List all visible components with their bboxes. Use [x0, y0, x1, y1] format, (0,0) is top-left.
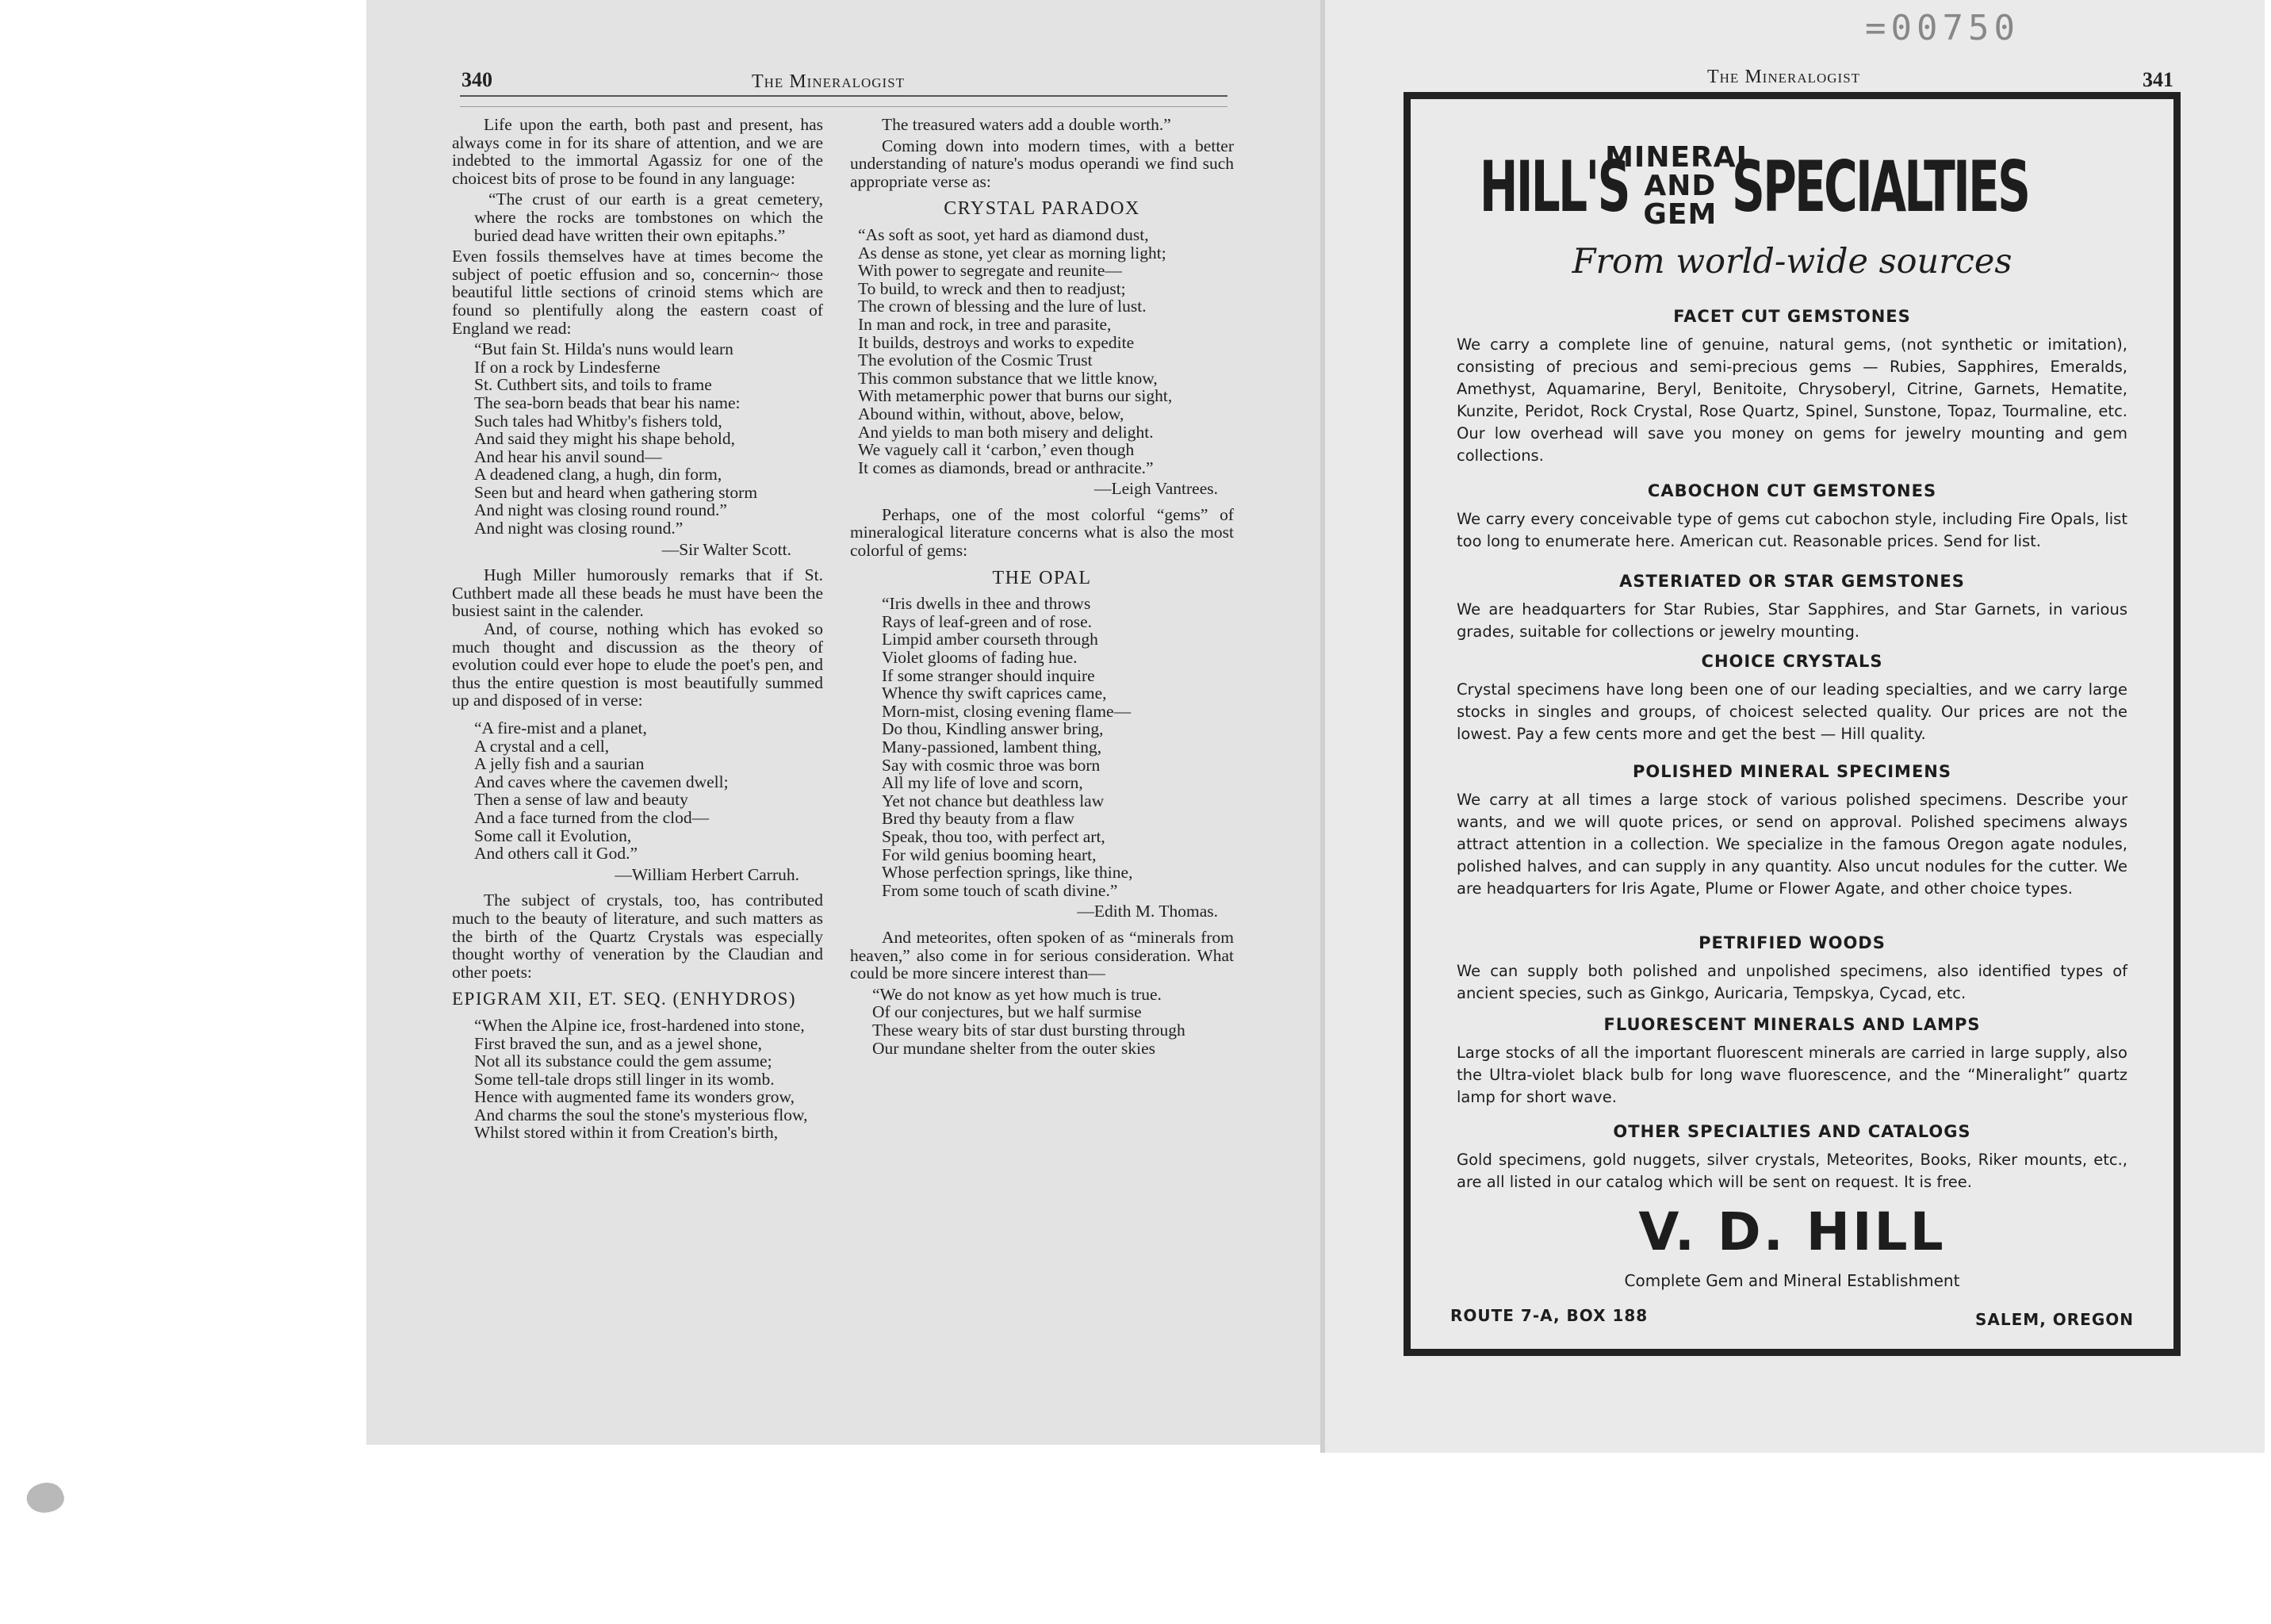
paragraph: The subject of crystals, too, has contributed much to the beauty of literature, and such matters as the birth of the Quartz Crystals was especially thought worthy of veneration by the Claudian and other poets:	[452, 891, 823, 982]
page-number-left: 340	[461, 68, 492, 91]
quote: “The crust of our earth is a great cemetery, where the rocks are tombstones on which the buried dead have written their own epitaphs.”	[474, 190, 823, 245]
ad-section-body: We carry every conceivable type of gems cut cabochon style, including Fire Opals, list too long to enumerate here. American cut. Reasonable prices. Send for list.	[1457, 510, 2127, 550]
address-city: SALEM, OREGON	[1975, 1310, 2134, 1329]
left-page	[366, 0, 1323, 1445]
paragraph: And meteorites, often spoken of as “minerals from heaven,” also come in for serious consideration. What could be more sincere interest than—	[850, 927, 1234, 983]
section-heading: EPIGRAM XII, ET. SEQ. (ENHYDROS)	[452, 989, 797, 1009]
running-head-right: The Mineralogist	[1707, 67, 1861, 87]
company-name: V. D. HILL	[1638, 1201, 1946, 1262]
paragraph: Coming down into modern times, with a better understanding of nature's modus operandi we find such appropriate verse as:	[850, 136, 1234, 191]
ad-section	[1457, 1122, 2127, 1193]
section-heading: CRYSTAL PARADOX	[944, 198, 1140, 220]
ad-section-heading: CHOICE CRYSTALS	[1701, 652, 1883, 671]
ad-title-mid-2: AND GEM	[1643, 170, 1718, 231]
advertisement	[1404, 92, 2181, 1356]
ad-section	[1457, 762, 2127, 900]
paragraph: Life upon the earth, both past and present, has always come in for its share of attention, and we are indebted to the immortal Agassiz for one of the choicest bits of prose to be found in any language:	[452, 115, 823, 188]
paragraph: And, of course, nothing which has evoked so much thought and discussion as the theory of evolution could ever hope to elude the poet's pen, and thus the entire question is most beautifully summed up and disposed of in verse:	[452, 619, 823, 710]
ad-section-heading: POLISHED MINERAL SPECIMENS	[1632, 762, 1951, 781]
ad-section-body: We carry at all times a large stock of various polished specimens. Describe your wants, and we will quote prices, or send on approval. Polished specimens always attract attention in a collection. We specialize in the famous Oregon agate nodules, polished halves, and can supply in any quantity. Also uncut nodules for the cutter. We are headquarters for Iris Agate, Plume or Flower Agate, and other choice types.	[1457, 791, 2127, 898]
ad-section-heading: FLUORESCENT MINERALS AND LAMPS	[1603, 1015, 1981, 1034]
ad-title-mid-1: MINERAL	[1605, 141, 1756, 174]
page-number-right: 341	[2143, 68, 2173, 91]
ad-section-body: We are headquarters for Star Rubies, Star Sapphires, and Star Garnets, in various grades, suitable for collections or jewelry mounting.	[1457, 600, 2127, 641]
ad-section-body: Large stocks of all the important fluorescent minerals are carried in large supply, also the Ultra-violet black bulb for long wave fluorescence, and the “Mineralight” quartz lamp for short wave.	[1457, 1044, 2127, 1106]
ad-section	[1457, 481, 2127, 553]
ad-section-body: Crystal specimens have long been one of our leading specialties, and we carry large stocks in singles and groups, of choicest selected quality. Our prices are not the lowest. Pay a few cents more and get the best — Hill quality.	[1457, 680, 2127, 743]
verse-enhydros: “When the Alpine ice, frost-hardened into stone, First braved the sun, and as a jewel shone, Not all its substance could the gem assume; Some tell-tale drops still linger in its womb. Hence with augmented fame its wonders grow, And charms the soul the stone's mysterious flow, Whilst stored within it from Creation's birth,	[474, 1015, 808, 1143]
attribution: —Leigh Vantrees.	[1093, 479, 1218, 499]
verse-scott: “But fain St. Hilda's nuns would learn If on a rock by Lindesferne St. Cuthbert sits, and toils to frame The sea-born beads that bear his name: Such tales had Whitby's fishers told, And said they might his shape behold, And hear his anvil sound— A deadened clang, a hugh, din form, Seen but and heard when gathering storm And night was closing round round.” And night was closing round.”	[474, 339, 758, 538]
attribution: —William Herbert Carruh.	[615, 864, 799, 884]
ad-section	[1457, 572, 2127, 643]
section-heading: THE OPAL	[992, 567, 1092, 588]
running-head-left: The Mineralogist	[752, 71, 906, 92]
verse-paradox: “As soft as soot, yet hard as diamond dust, As dense as stone, yet clear as morning light; With power to segregate and reunite— To build, to wreck and then to readjust; The crown of blessing and the lure of lust. In man and rock, in tree and parasite, It builds, destroys and works to expedite The evolution of the Cosmic Trust This common substance that we little know, With metamerphic power that burns our sight, Abound within, without, above, below, And yields to man both misery and delight. We vaguely call it ‘carbon,’ even though It comes as diamonds, bread or anthracite.”	[858, 224, 1173, 477]
ad-section-body: We carry a complete line of genuine, natural gems, (not synthetic or imitation), consisting of precious and semi-precious gems — Rubies, Sapphires, Emeralds, Amethyst, Aquamarine, Beryl, Benitoite, Chrysoberyl, Citrine, Garnets, Hematite, Kunzite, Peridot, Rock Crystal, Rose Quartz, Spinel, Sunstone, Topaz, Tourmaline, etc. Our low overhead will save you money on gems for jewelry mounting and gem collections.	[1457, 335, 2127, 465]
ad-section	[1457, 652, 2127, 745]
ad-section-heading: PETRIFIED WOODS	[1698, 933, 1886, 952]
left-column-2	[850, 116, 1234, 1060]
archive-stamp: =00750	[1865, 8, 2020, 48]
paragraph: Hugh Miller humorously remarks that if St. Cuthbert made all these beads he must have been the busiest saint in the calender.	[452, 565, 823, 621]
ad-section-body: We can supply both polished and unpolished specimens, also identified types of ancient species, such as Ginkgo, Auricaria, Tempskya, Cycad, etc.	[1457, 962, 2127, 1002]
attribution: —Sir Walter Scott.	[661, 539, 791, 559]
paragraph: Even fossils themselves have at times become the subject of poetic effusion and so, concernin~ those beautiful little sections of crinoid stems which are found so plentifully along the eastern coast of England we read:	[452, 247, 823, 338]
verse-carruth: “A fire-mist and a planet, A crystal and a cell, A jelly fish and a saurian And caves where the cavemen dwell; Then a sense of law and beauty And a face turned from the clod— Some call it Evolution, And others call it God.”	[474, 718, 729, 864]
ad-title	[1457, 141, 2127, 231]
header-rule-left	[460, 95, 1227, 97]
verse-meteorites: “We do not know as yet how much is true. Of our conjectures, but we half surmise These weary bits of star dust bursting through Our mundane shelter from the outer skies	[872, 984, 1185, 1058]
attribution: —Edith M. Thomas.	[1077, 902, 1218, 921]
header-rule-left-thin	[460, 106, 1227, 107]
address-street: ROUTE 7-A, BOX 188	[1450, 1306, 1649, 1325]
ad-section-heading: OTHER SPECIALTIES AND CATALOGS	[1613, 1122, 1971, 1141]
ad-section	[1457, 933, 2127, 1005]
verse-opal: “Iris dwells in thee and throws Rays of leaf-green and of rose. Limpid amber courseth through Violet glooms of fading hue. If some stranger should inquire Whence thy swift caprices came, Morn-mist, closing evening flame— Do thou, Kindling answer bring, Many-passioned, lambent thing, Say with cosmic throe was born All my life of love and scorn, Yet not chance but deathless law Bred thy beauty from a flaw Speak, thou too, with perfect art, For wild genius booming heart, Whose perfection springs, like thine, From some touch of scath divine.”	[882, 594, 1133, 900]
left-column-1	[452, 116, 823, 1145]
ad-section-heading: CABOCHON CUT GEMSTONES	[1647, 481, 1937, 500]
ad-section-body: Gold specimens, gold nuggets, silver crystals, Meteorites, Books, Riker mounts, etc., are all listed in our catalog which will be sent on request. It is free.	[1457, 1151, 2127, 1191]
ad-section-heading: FACET CUT GEMSTONES	[1673, 307, 1911, 326]
ad-title-right: SPECIALTIES	[1731, 145, 2028, 228]
ad-section	[1457, 307, 2127, 467]
scan-smudge	[23, 1477, 67, 1518]
ad-title-left: HILL'S	[1480, 145, 1630, 228]
ad-section	[1457, 1015, 2127, 1109]
ad-subtitle: From world-wide sources	[1572, 242, 2012, 282]
company-tagline: Complete Gem and Mineral Establishment	[1624, 1271, 1960, 1290]
verse-continued: The treasured waters add a double worth.”	[882, 115, 1171, 134]
paragraph: Perhaps, one of the most colorful “gems” of mineralogical literature concerns what is also the most colorful of gems:	[850, 504, 1234, 561]
ad-section-heading: ASTERIATED OR STAR GEMSTONES	[1619, 572, 1965, 591]
